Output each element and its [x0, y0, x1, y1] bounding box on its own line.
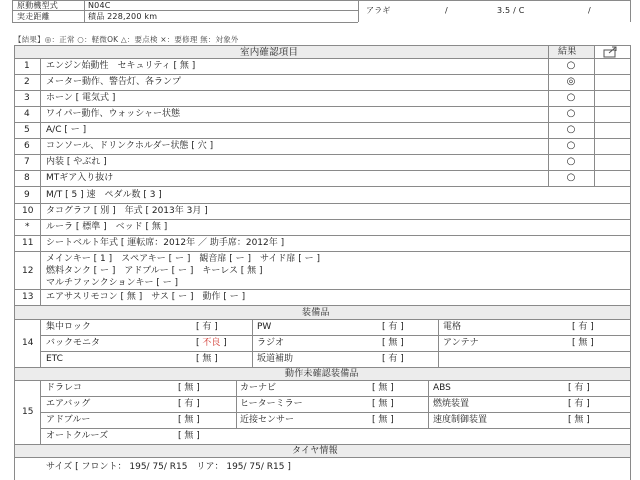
equipment-header: 装備品	[302, 308, 330, 318]
equip-value: [ 有 ]	[568, 399, 590, 409]
equip-value: [ 有 ]	[572, 322, 594, 332]
row-number: 11	[22, 238, 34, 248]
row-item: タコグラフ [ 別 ] 年式 [ 2013年 3月 ]	[46, 206, 208, 216]
result-mark: ○	[566, 108, 576, 119]
equip-label: ABS	[433, 383, 451, 393]
equip-value-bad: [ 不良 ]	[196, 338, 227, 348]
row-number: 9	[24, 190, 30, 200]
row-item: A/C [ ー ]	[46, 125, 87, 135]
equip-label: 坂道補助	[257, 354, 294, 364]
equip-label: ヒーターミラー	[240, 399, 303, 409]
equip-label: アドブルー	[46, 415, 91, 425]
row-number: 3	[24, 93, 30, 103]
equip-value: [ 無 ]	[196, 354, 218, 364]
result-header: 結果	[558, 47, 577, 57]
tire-label: アラギ	[366, 6, 391, 15]
row-number: 2	[24, 77, 30, 87]
equip-label: 燃焼装置	[433, 399, 470, 409]
equip-label: 電格	[443, 322, 462, 332]
row-number: 6	[24, 141, 30, 151]
row-item: シートベルト年式 [ 運転席：2012年 ／ 助手席：2012年 ]	[46, 238, 285, 248]
model-label: 原動機型式	[17, 1, 58, 10]
equip-label: ドラレコ	[46, 383, 83, 393]
equip-value: [ 無 ]	[572, 338, 594, 348]
row-number: 1	[24, 61, 30, 71]
result-mark: ○	[566, 92, 576, 103]
equip-value: [ 無 ]	[178, 431, 200, 441]
tire-value-c: /	[588, 6, 591, 15]
inspection-header: 室内確認項目	[240, 47, 299, 58]
tire-size: サイズ [ フロント： 195/ 75/ R15 リア： 195/ 75/ R15 ]	[46, 462, 291, 472]
result-mark: ○	[566, 140, 576, 151]
row-item: MTギア入り抜け	[46, 173, 114, 183]
row-item: 内装 [ やぶれ ]	[46, 157, 107, 167]
row-item: ルーラ [ 標準 ] ベッド [ 無 ]	[46, 222, 168, 232]
equip-value: [ 有 ]	[382, 322, 404, 332]
row-number: 5	[24, 125, 30, 135]
share-icon[interactable]	[601, 45, 623, 58]
row-item: ワイパー動作、ウォッシャー状態	[46, 109, 181, 119]
equip-value: [ 無 ]	[382, 338, 404, 348]
result-mark: ○	[566, 156, 576, 167]
row-number: 15	[22, 407, 34, 417]
equip-label: アンテナ	[443, 338, 479, 348]
equip-label: カーナビ	[240, 383, 277, 393]
model-value: N04C	[88, 1, 111, 10]
equip-value: [ 無 ]	[372, 383, 394, 393]
bad-status: 不良	[202, 338, 221, 348]
key-info-line: メインキー [ 1 ] スペアキー [ ー ] 観音扉 [ ー ] サイド扉 [ ー ]	[46, 254, 320, 264]
equip-label: ラジオ	[257, 338, 285, 348]
equip-label: PW	[257, 322, 272, 332]
equip-value: [ 無 ]	[178, 383, 200, 393]
row-number: 14	[22, 338, 34, 348]
result-mark: ◎	[566, 76, 576, 87]
equip-value: [ 有 ]	[382, 354, 404, 364]
equip-label: ETC	[46, 354, 63, 364]
fuel-info-line: 燃料タンク [ ー ] アドブルー [ ー ] キーレス [ 無 ]	[46, 266, 263, 276]
row-number: *	[25, 222, 30, 232]
equip-label: バックモニタ	[46, 338, 101, 348]
row-number: 8	[24, 173, 30, 183]
row-number: 7	[24, 157, 30, 167]
tire-header: タイヤ情報	[292, 446, 338, 456]
row-item: メーター動作、警告灯、各ランプ	[46, 77, 182, 87]
row-number: 12	[22, 266, 34, 276]
tire-value-b: 3.5 / C	[497, 6, 525, 15]
unverified-header: 動作未確認装備品	[285, 369, 359, 379]
equip-label: 近接センサー	[240, 415, 295, 425]
equip-value: [ 有 ]	[568, 383, 590, 393]
equip-label: 集中ロック	[46, 322, 91, 332]
equip-value: [ 有 ]	[196, 322, 218, 332]
result-legend: 【結果】◎：正常 ○：軽微OK △：要点検 ×：要修理 無：対象外	[14, 35, 239, 44]
mileage-label: 実走距離	[17, 12, 50, 21]
row-item: エンジン始動性 セキュリティ [ 無 ]	[46, 61, 196, 71]
equip-label: オートクルーズ	[46, 431, 109, 441]
result-mark: ○	[566, 124, 576, 135]
row-item: M/T [ 5 ] 速 ペダル数 [ 3 ]	[46, 190, 162, 200]
row-number: 4	[24, 109, 30, 119]
equip-label: 速度制御装置	[433, 415, 488, 425]
row-number: 13	[22, 292, 34, 302]
equip-value: [ 無 ]	[178, 415, 200, 425]
equip-value: [ 無 ]	[372, 399, 394, 409]
equip-value: [ 無 ]	[372, 415, 394, 425]
equip-value: [ 有 ]	[178, 399, 200, 409]
result-mark: ○	[566, 172, 576, 183]
result-mark: ○	[566, 60, 576, 71]
tire-value-a: /	[445, 6, 448, 15]
equip-value: [ 無 ]	[568, 415, 590, 425]
row-item: コンソール、ドリンクホルダー状態 [ 穴 ]	[46, 141, 214, 151]
multi-key-line: マルチファンクションキー [ ー ]	[46, 278, 179, 288]
mileage-value: 積品 228,200 km	[88, 12, 158, 21]
row-item: エアサスリモコン [ 無 ] サス [ ー ] 動作 [ ー ]	[46, 292, 246, 302]
row-item: ホーン [ 電気式 ]	[46, 93, 116, 103]
row-number: 10	[22, 206, 34, 216]
equip-label: エアバッグ	[46, 399, 91, 409]
